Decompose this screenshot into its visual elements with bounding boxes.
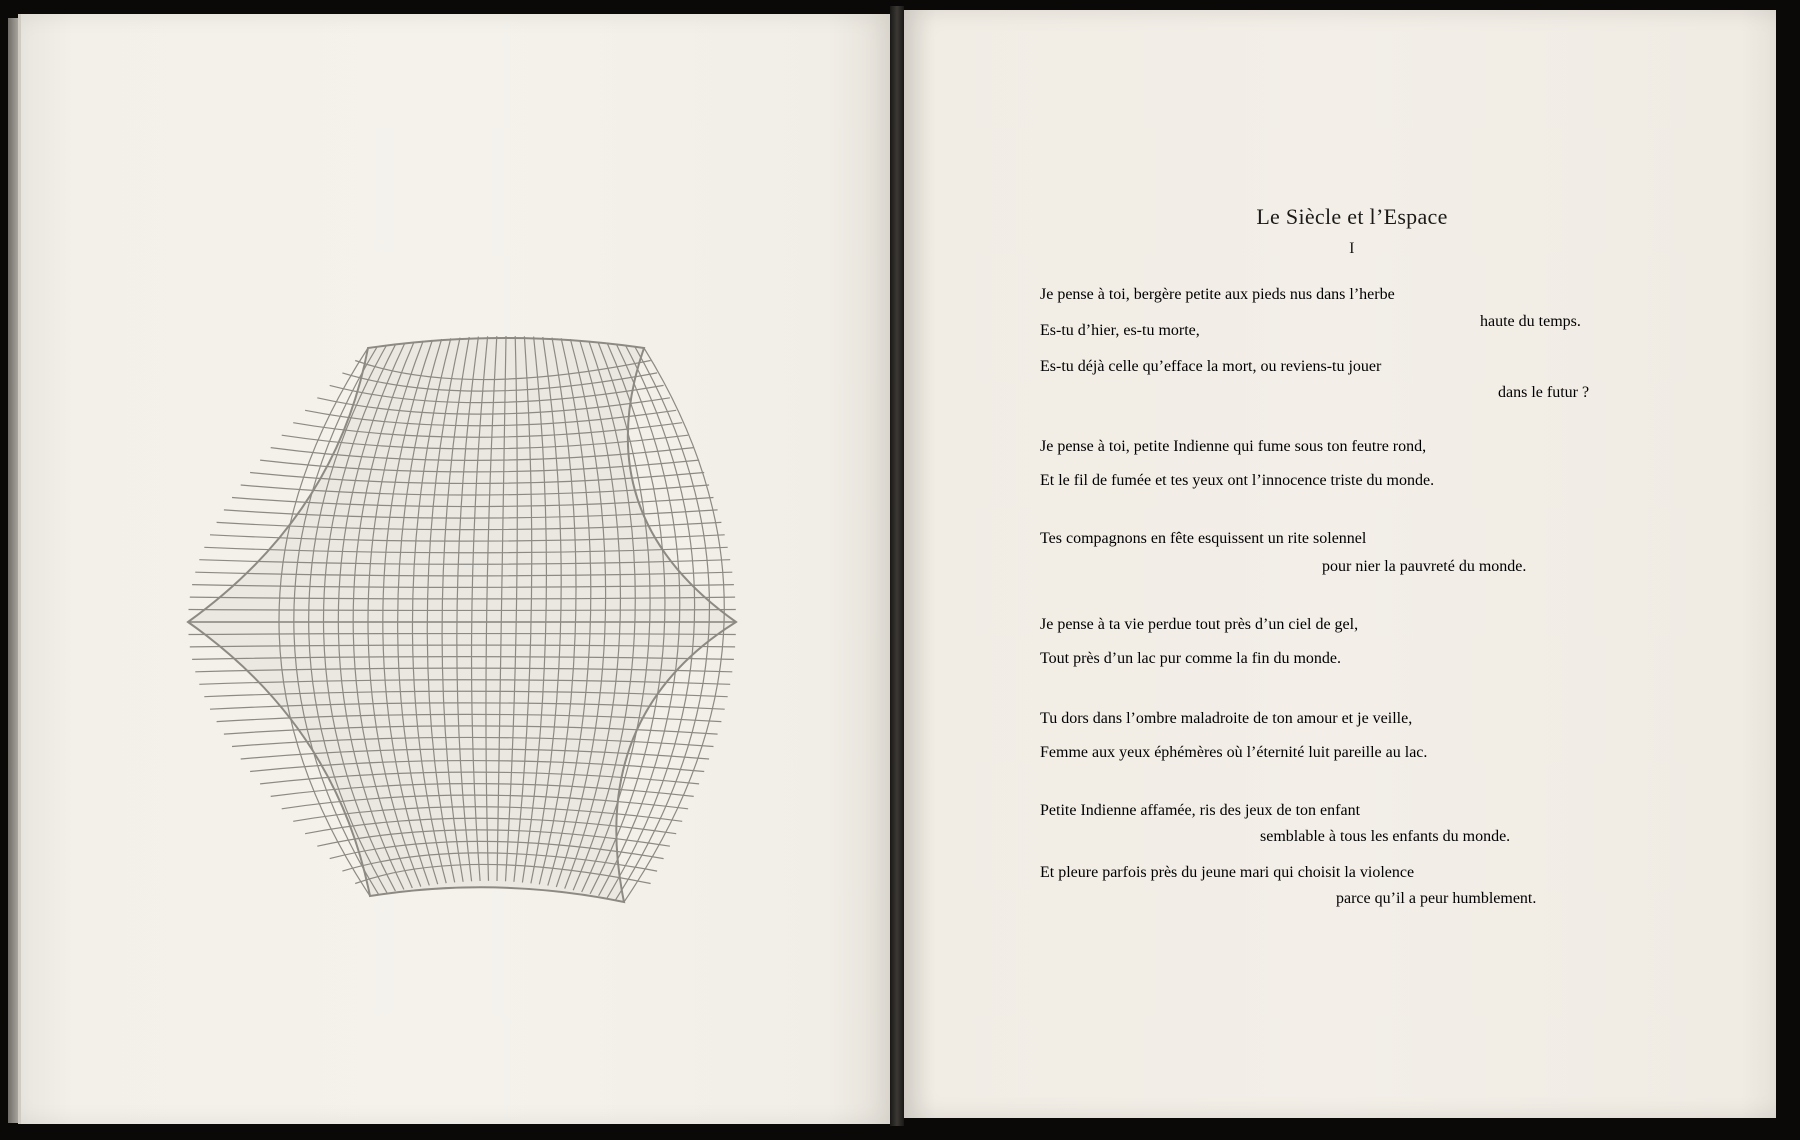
poem-section-number: I <box>1349 240 1355 257</box>
poem-line: Et le fil de fumée et tes yeux ont l’innocence triste du monde. <box>1040 472 1435 489</box>
poem <box>1040 200 1640 264</box>
poem-line: semblable à tous les enfants du monde. <box>1260 828 1511 845</box>
poem-line: parce qu’il a peur humblement. <box>1336 890 1537 907</box>
poem-line: Es-tu d’hier, es-tu morte, <box>1040 322 1200 339</box>
poem-line: dans le futur ? <box>1498 384 1590 401</box>
poem-line: Tout près d’un lac pur comme la fin du monde. <box>1040 650 1342 667</box>
poem-line: haute du temps. <box>1480 313 1581 330</box>
poem-line: Tes compagnons en fête esquissent un rite solennel <box>1040 530 1367 547</box>
poem-line: Petite Indienne affamée, ris des jeux de ton enfant <box>1040 802 1361 819</box>
poem-line: Je pense à ta vie perdue tout près d’un ciel de gel, <box>1040 616 1359 633</box>
poem-line: Je pense à toi, bergère petite aux pieds nus dans l’herbe <box>1040 286 1395 303</box>
poem-title: Le Siècle et l’Espace <box>1256 204 1448 229</box>
poem-line: Je pense à toi, petite Indienne qui fume sous ton feutre rond, <box>1040 438 1427 455</box>
poem-line: Femme aux yeux éphémères où l’éternité luit pareille au lac. <box>1040 744 1428 761</box>
poem-line: Es-tu déjà celle qu’efface la mort, ou reviens-tu jouer <box>1040 358 1382 375</box>
wire-grid-diamond-sculpture-icon <box>186 336 738 908</box>
poem-line: Et pleure parfois près du jeune mari qui choisit la violence <box>1040 864 1415 881</box>
poem-line: pour nier la pauvreté du monde. <box>1322 558 1527 575</box>
poem-line: Tu dors dans l’ombre maladroite de ton amour et je veille, <box>1040 710 1413 727</box>
book-gutter <box>890 6 904 1126</box>
